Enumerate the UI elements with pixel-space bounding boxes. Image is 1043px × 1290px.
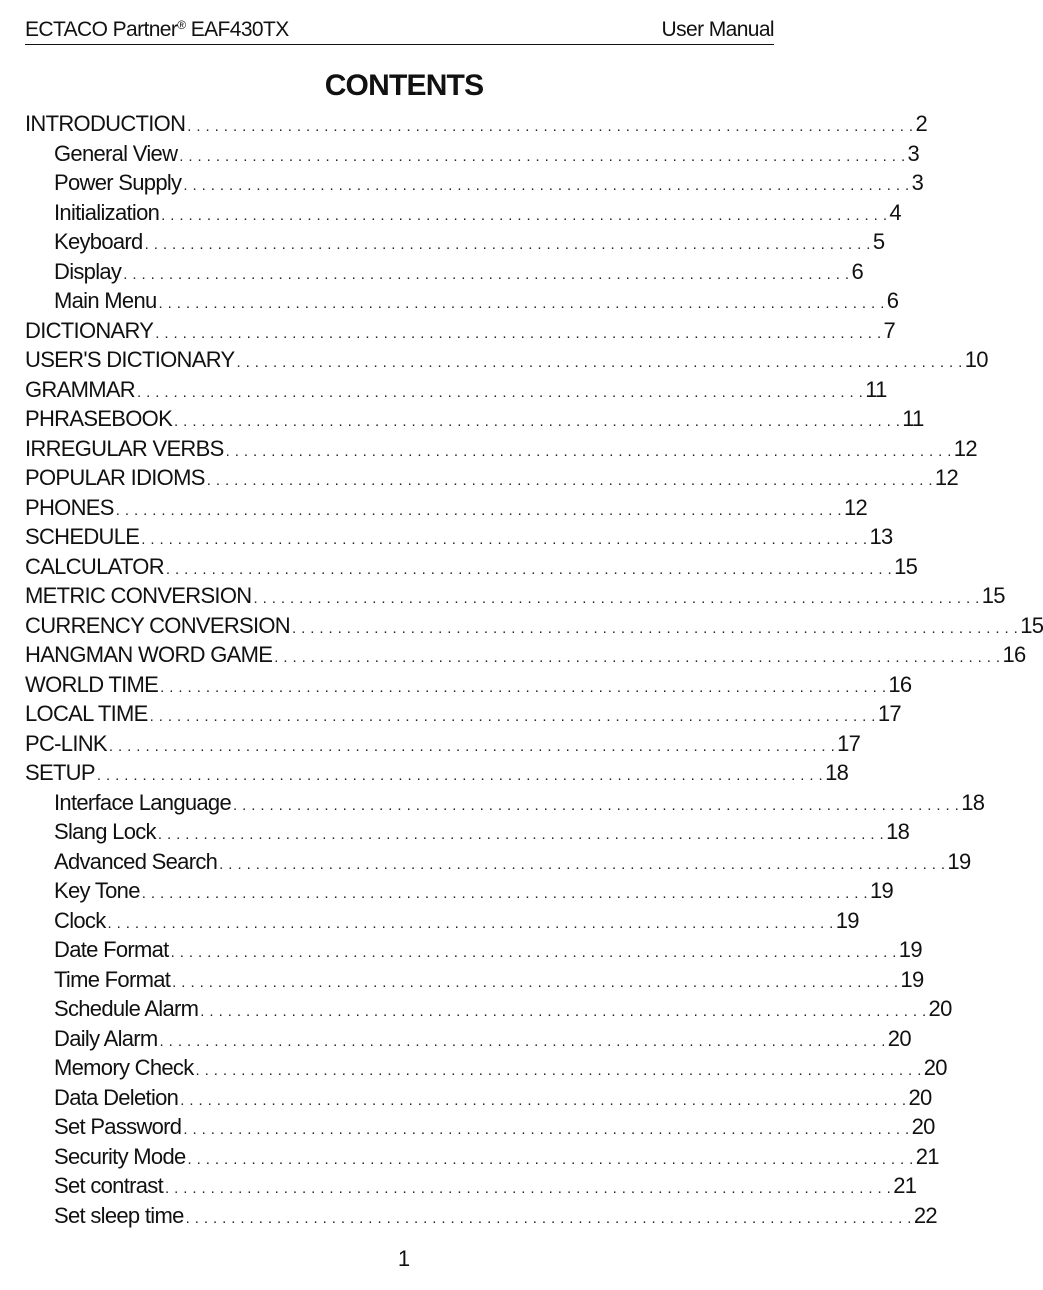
toc-entry[interactable] [25,611,1043,641]
toc-entry-label: PC-LINK [25,730,107,756]
dot-leader: . . . . . . . . . . . . . . . . . . . . . . . . . . . . . . . . . . . . . . . . . . . . . . . . . . . . . . . . . . . . . . . . . . . . . . . . . . . . . . . . [183,1121,910,1138]
toc-entry[interactable] [25,729,861,759]
toc-entry[interactable] [25,375,887,405]
toc-entry[interactable] [25,404,924,434]
toc-entry[interactable] [25,168,924,198]
dot-leader: . . . . . . . . . . . . . . . . . . . . . . . . . . . . . . . . . . . . . . . . . . . . . . . . . . . . . . . . . . . . . . . . . . . . . . . . . . . . . . . . [170,944,897,961]
toc-entry-label: SCHEDULE [25,524,140,549]
dot-leader: . . . . . . . . . . . . . . . . . . . . . . . . . . . . . . . . . . . . . . . . . . . . . . . . . . . . . . . . . . . . . . . . . . . . . . . . . . . . . . . . [158,295,885,312]
toc-entry-label: General View [54,140,178,166]
toc-entry-label: INTRODUCTION [25,111,186,136]
dot-leader: . . . . . . . . . . . . . . . . . . . . . . . . . . . . . . . . . . . . . . . . . . . . . . . . . . . . . . . . . . . . . . . . . . . . . . . . . . . . . . . . [195,1062,922,1079]
toc-entry-page: 20 [923,1055,947,1080]
toc-entry-page: 19 [900,966,924,992]
toc-entry[interactable] [25,581,1005,611]
toc-entry[interactable] [25,1201,937,1231]
toc-entry[interactable] [25,227,885,257]
page-header [25,16,774,45]
toc-entry-label: Data Deletion [54,1084,179,1110]
page-number: 1 [397,1246,411,1271]
toc-entry[interactable] [25,1112,935,1142]
toc-entry-label: Security Mode [54,1143,186,1169]
toc-entry-page: 19 [947,848,971,874]
toc-entry-page: 18 [825,760,849,785]
dot-leader: . . . . . . . . . . . . . . . . . . . . . . . . . . . . . . . . . . . . . . . . . . . . . . . . . . . . . . . . . . . . . . . . . . . . . . . . . . . . . . . . [172,973,899,991]
toc-entry[interactable] [25,109,928,139]
toc-entry-label: Set Password [54,1114,182,1139]
dot-leader: . . . . . . . . . . . . . . . . . . . . . . . . . . . . . . . . . . . . . . . . . . . . . . . . . . . . . . . . . . . . . . . . . . . . . . . . . . . . . . . . [206,472,933,489]
dot-leader: . . . . . . . . . . . . . . . . . . . . . . . . . . . . . . . . . . . . . . . . . . . . . . . . . . . . . . . . . . . . . . . . . . . . . . . . . . . . . . . . [292,619,1019,637]
toc-entry[interactable] [25,522,893,552]
toc-entry-label: Display [54,258,122,284]
toc-entry-label: Advanced Search [54,848,218,874]
toc-entry-page: 16 [1002,642,1026,667]
toc-entry-page: 15 [981,583,1005,608]
dot-leader: . . . . . . . . . . . . . . . . . . . . . . . . . . . . . . . . . . . . . . . . . . . . . . . . . . . . . . . . . . . . . . . . . . . . . . . . . . . . . . . . [155,324,882,342]
toc-entry[interactable] [25,994,952,1024]
dot-leader: . . . . . . . . . . . . . . . . . . . . . . . . . . . . . . . . . . . . . . . . . . . . . . . . . . . . . . . . . . . . . . . . . . . . . . . . . . . . . . . . [157,826,885,843]
toc-entry-label: Set sleep time [54,1202,184,1228]
toc-entry-label: PHRASEBOOK [25,406,173,431]
toc-entry-page: 19 [898,937,922,962]
header-doc-type: User Manual [661,18,774,41]
toc-entry[interactable] [25,1142,939,1172]
toc-entry-page: 12 [953,435,977,461]
toc-entry-page: 11 [902,406,924,431]
dot-leader: . . . . . . . . . . . . . . . . . . . . . . . . . . . . . . . . . . . . . . . . . . . . . . . . . . . . . . . . . . . . . . . . . . . . . . . . . . . . . . . . [180,1091,907,1109]
table-of-contents [25,109,1043,1230]
toc-entry-label: Power Supply [54,170,182,195]
dot-leader: . . . . . . . . . . . . . . . . . . . . . . . . . . . . . . . . . . . . . . . . . . . . . . . . . . . . . . . . . . . . . . . . . . . . . . . . . . . . . . . . [274,649,1001,666]
toc-entry-page: 17 [837,730,861,756]
toc-entry[interactable] [25,935,922,965]
toc-entry[interactable] [25,257,864,287]
toc-entry[interactable] [25,847,971,877]
dot-leader: . . . . . . . . . . . . . . . . . . . . . . . . . . . . . . . . . . . . . . . . . . . . . . . . . . . . . . . . . . . . . . . . . . . . . . . . . . . . . . . . [225,442,952,460]
dot-leader: . . . . . . . . . . . . . . . . . . . . . . . . . . . . . . . . . . . . . . . . . . . . . . . . . . . . . . . . . . . . . . . . . . . . . . . . . . . . . . . . [233,796,960,814]
toc-entry[interactable] [25,699,901,729]
toc-entry[interactable] [25,345,988,375]
dot-leader: . . . . . . . . . . . . . . . . . . . . . . . . . . . . . . . . . . . . . . . . . . . . . . . . . . . . . . . . . . . . . . . . . . . . . . . . . . . . . . . . [219,855,946,873]
dot-leader: . . . . . . . . . . . . . . . . . . . . . . . . . . . . . . . . . . . . . . . . . . . . . . . . . . . . . . . . . . . . . . . . . . . . . . . . . . . . . . . . [137,383,864,401]
toc-entry-page: 12 [843,494,868,520]
toc-entry[interactable] [25,1083,932,1113]
toc-entry-page: 11 [865,376,887,402]
toc-entry-label: Memory Check [54,1055,194,1080]
dot-leader: . . . . . . . . . . . . . . . . . . . . . . . . . . . . . . . . . . . . . . . . . . . . . . . . . . . . . . . . . . . . . . . . . . . . . . . . . . . . . . . . [144,236,871,253]
toc-entry-page: 20 [887,1025,911,1051]
toc-entry-page: 13 [869,524,893,549]
toc-entry[interactable] [25,463,958,493]
toc-entry[interactable] [25,788,985,818]
toc-entry-label: CURRENCY CONVERSION [25,612,290,638]
toc-entry-page: 22 [913,1202,937,1228]
dot-leader: . . . . . . . . . . . . . . . . . . . . . . . . . . . . . . . . . . . . . . . . . . . . . . . . . . . . . . . . . . . . . . . . . . . . . . . . . . . . . . . . [165,560,893,578]
toc-entry-label: HANGMAN WORD GAME [25,642,273,667]
toc-entry-page: 21 [893,1173,917,1198]
toc-entry-label: IRREGULAR VERBS [25,435,224,461]
dot-leader: . . . . . . . . . . . . . . . . . . . . . . . . . . . . . . . . . . . . . . . . . . . . . . . . . . . . . . . . . . . . . . . . . . . . . . . . . . . . . . . . [236,354,963,371]
toc-entry-label: POPULAR IDIOMS [25,465,205,490]
dot-leader: . . . . . . . . . . . . . . . . . . . . . . . . . . . . . . . . . . . . . . . . . . . . . . . . . . . . . . . . . . . . . . . . . . . . . . . . . . . . . . . . [96,767,824,784]
toc-entry-label: Time Format [54,966,171,992]
toc-entry-label: Key Tone [54,878,140,903]
dot-leader: . . . . . . . . . . . . . . . . . . . . . . . . . . . . . . . . . . . . . . . . . . . . . . . . . . . . . . . . . . . . . . . . . . . . . . . . . . . . . . . . [107,914,834,932]
toc-entry[interactable] [25,670,912,700]
toc-entry[interactable] [25,876,894,906]
dot-leader: . . . . . . . . . . . . . . . . . . . . . . . . . . . . . . . . . . . . . . . . . . . . . . . . . . . . . . . . . . . . . . . . . . . . . . . . . . . . . . . . [183,177,910,194]
toc-entry-page: 10 [964,347,988,372]
dot-leader: . . . . . . . . . . . . . . . . . . . . . . . . . . . . . . . . . . . . . . . . . . . . . . . . . . . . . . . . . . . . . . . . . . . . . . . . . . . . . . . . [160,678,887,696]
toc-entry-page: 15 [1020,612,1043,638]
dot-leader: . . . . . . . . . . . . . . . . . . . . . . . . . . . . . . . . . . . . . . . . . . . . . . . . . . . . . . . . . . . . . . . . . . . . . . . . . . . . . . . . [179,147,906,165]
dot-leader: . . . . . . . . . . . . . . . . . . . . . . . . . . . . . . . . . . . . . . . . . . . . . . . . . . . . . . . . . . . . . . . . . . . . . . . . . . . . . . . . [115,501,842,519]
toc-entry-label: SETUP [25,760,95,785]
page-title: CONTENTS [324,69,484,102]
toc-entry-page: 20 [928,996,952,1021]
toc-entry[interactable] [25,552,918,582]
toc-entry-page: 3 [911,170,924,195]
toc-entry[interactable] [25,640,1026,670]
toc-entry-label: Keyboard [54,229,143,254]
toc-entry-page: 12 [934,465,958,490]
toc-entry[interactable] [25,965,924,995]
dot-leader: . . . . . . . . . . . . . . . . . . . . . . . . . . . . . . . . . . . . . . . . . . . . . . . . . . . . . . . . . . . . . . . . . . . . . . . . . . . . . . . . [187,1150,914,1168]
toc-entry[interactable] [25,316,896,346]
toc-entry[interactable] [25,1171,917,1201]
toc-entry[interactable] [25,434,977,464]
toc-entry-page: 4 [889,199,901,225]
dot-leader: . . . . . . . . . . . . . . . . . . . . . . . . . . . . . . . . . . . . . . . . . . . . . . . . . . . . . . . . . . . . . . . . . . . . . . . . . . . . . . . . [174,413,901,430]
toc-entry-label: CALCULATOR [25,553,164,579]
toc-entry[interactable] [25,139,920,169]
toc-entry-label: Date Format [54,937,169,962]
dot-leader: . . . . . . . . . . . . . . . . . . . . . . . . . . . . . . . . . . . . . . . . . . . . . . . . . . . . . . . . . . . . . . . . . . . . . . . . . . . . . . . . [141,531,868,548]
toc-entry-label: GRAMMAR [25,376,135,402]
toc-entry-page: 17 [877,701,901,726]
toc-entry-label: Schedule Alarm [54,996,199,1021]
dot-leader: . . . . . . . . . . . . . . . . . . . . . . . . . . . . . . . . . . . . . . . . . . . . . . . . . . . . . . . . . . . . . . . . . . . . . . . . . . . . . . . . [200,1003,927,1020]
toc-entry-page: 21 [915,1143,939,1169]
toc-entry[interactable] [25,286,899,316]
toc-entry[interactable] [25,493,868,523]
toc-entry-page: 6 [886,288,899,313]
dot-leader: . . . . . . . . . . . . . . . . . . . . . . . . . . . . . . . . . . . . . . . . . . . . . . . . . . . . . . . . . . . . . . . . . . . . . . . . . . . . . . . . [149,708,876,725]
toc-entry[interactable] [25,198,901,228]
dot-leader: . . . . . . . . . . . . . . . . . . . . . . . . . . . . . . . . . . . . . . . . . . . . . . . . . . . . . . . . . . . . . . . . . . . . . . . . . . . . . . . . [165,1180,892,1197]
toc-entry-page: 5 [872,229,885,254]
toc-entry-label: Set contrast [54,1173,163,1198]
dot-leader: . . . . . . . . . . . . . . . . . . . . . . . . . . . . . . . . . . . . . . . . . . . . . . . . . . . . . . . . . . . . . . . . . . . . . . . . . . . . . . . . [159,1032,886,1050]
toc-entry-label: Daily Alarm [54,1025,158,1051]
toc-entry-label: Slang Lock [54,819,156,844]
toc-entry-page: 20 [908,1084,932,1110]
toc-entry[interactable] [25,1053,947,1083]
toc-entry-page: 2 [915,111,928,136]
toc-entry-label: WORLD TIME [25,671,159,697]
toc-entry-label: USER'S DICTIONARY [25,347,235,372]
dot-leader: . . . . . . . . . . . . . . . . . . . . . . . . . . . . . . . . . . . . . . . . . . . . . . . . . . . . . . . . . . . . . . . . . . . . . . . . . . . . . . . . [253,590,980,607]
toc-entry[interactable] [25,906,859,936]
toc-entry-label: Interface Language [54,789,231,815]
toc-entry-label: Clock [54,907,106,933]
toc-entry-label: LOCAL TIME [25,701,148,726]
dot-leader: . . . . . . . . . . . . . . . . . . . . . . . . . . . . . . . . . . . . . . . . . . . . . . . . . . . . . . . . . . . . . . . . . . . . . . . . . . . . . . . . [161,206,888,224]
toc-entry-label: Main Menu [54,288,157,313]
toc-entry-page: 19 [869,878,894,903]
toc-entry-label: Initialization [54,199,160,225]
toc-entry-page: 19 [835,907,859,933]
dot-leader: . . . . . . . . . . . . . . . . . . . . . . . . . . . . . . . . . . . . . . . . . . . . . . . . . . . . . . . . . . . . . . . . . . . . . . . . . . . . . . . . [141,885,868,902]
toc-entry-page: 18 [886,819,910,844]
toc-entry-page: 3 [907,140,920,166]
toc-entry-page: 16 [888,671,912,697]
toc-entry-label: METRIC CONVERSION [25,583,252,608]
toc-entry[interactable] [25,817,910,847]
toc-entry-label: DICTIONARY [25,317,154,343]
toc-entry-page: 6 [851,258,864,284]
toc-entry-page: 18 [961,789,985,815]
toc-entry-page: 7 [883,317,896,343]
toc-entry[interactable] [25,758,849,788]
toc-entry-label: PHONES [25,494,114,520]
header-product-name: ECTACO Partner® EAF430TX [25,18,289,41]
dot-leader: . . . . . . . . . . . . . . . . . . . . . . . . . . . . . . . . . . . . . . . . . . . . . . . . . . . . . . . . . . . . . . . . . . . . . . . . . . . . . . . . [185,1209,912,1227]
toc-entry-page: 15 [894,553,918,579]
dot-leader: . . . . . . . . . . . . . . . . . . . . . . . . . . . . . . . . . . . . . . . . . . . . . . . . . . . . . . . . . . . . . . . . . . . . . . . . . . . . . . . . [108,737,836,755]
dot-leader: . . . . . . . . . . . . . . . . . . . . . . . . . . . . . . . . . . . . . . . . . . . . . . . . . . . . . . . . . . . . . . . . . . . . . . . . . . . . . . . . [123,265,850,283]
registered-mark: ® [177,18,186,32]
toc-entry[interactable] [25,1024,911,1054]
toc-entry-page: 20 [911,1114,935,1139]
dot-leader: . . . . . . . . . . . . . . . . . . . . . . . . . . . . . . . . . . . . . . . . . . . . . . . . . . . . . . . . . . . . . . . . . . . . . . . . . . . . . . . . [187,118,914,135]
